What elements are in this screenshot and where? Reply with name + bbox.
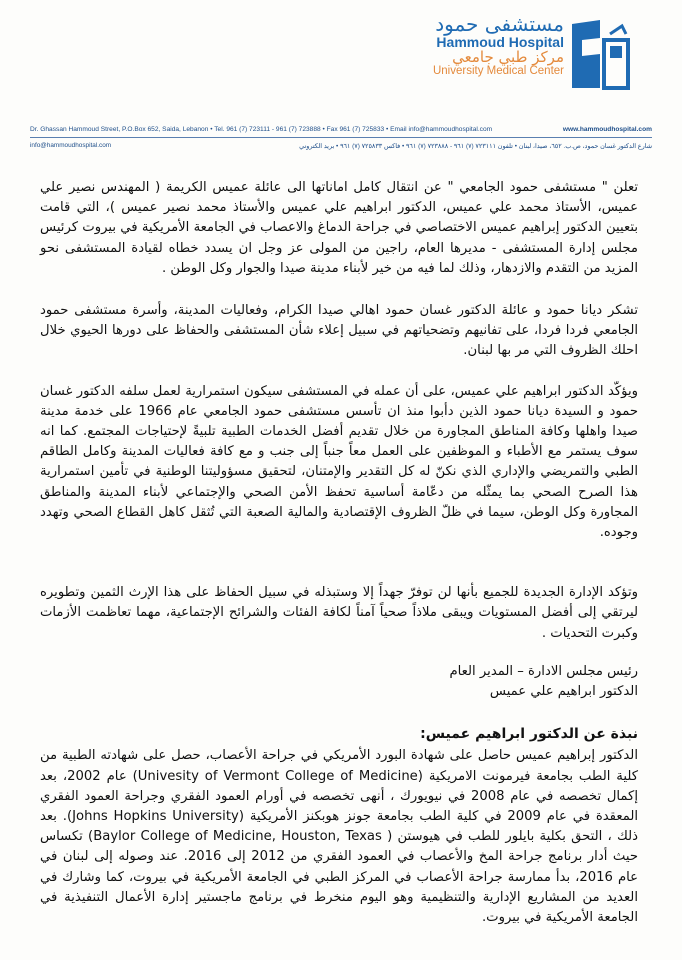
letterhead	[0, 0, 682, 150]
paragraph-thanks: تشكر ديانا حمود و عائلة الدكتور غسان حمود اهالي صيدا الكرام، وفعاليات المدينة، وأسرة مستشفى حمود الجامعي فردا فردا، على تفانيهم وتضحياتهم في سبيل إعلاء شأن المستشفى والحفاظ على دورها الحيوي خلال احلك الظروف التي مر بها لبنان.	[40, 303, 638, 359]
paragraph-commitment: وتؤكد الإدارة الجديدة للجميع بأنها لن توفرّ جهداً إلا وستبذله في سبيل الحفاظ على هذا الإرث الثمين وتطويره ليرتقي إلى أفضل المستويات ويبقى ملاذاً صحياً آمناً لكافة الفئات والشرائح الإجتماعية، مهما تعاظمت الأزمات وكبرت التحديات .	[40, 585, 638, 641]
letter-body	[40, 178, 638, 928]
contact-line-ar	[30, 142, 652, 149]
paragraph-continuity: ويؤكّد الدكتور ابراهيم علي عميس، على أن عمله في المستشفى سيكون استمرارية لعمل سلفه الدكتور غسان حمود و السيدة ديانا حمود الذين دأبوا منذ ان تأسس مستشفى حمود الجامعي عام 1966 على خدمة مدينة صيدا واهلها وكافة المناطق المجاورة من خلال تقديم أفضل الخدمات الطبية تلبيةً لإحتياجات المجتمع. كما انه سوف يستمر مع الأطباء و الموظفين على العمل معاً جنباً إلى جنب و مع كافة فعاليات المدينة وكامل الطاقم الطبي والتمريضي والإداري الذي نكنّ له كل التقدير والإمتنان، لتحقيق مسؤوليتنا الوطنية في تأمين استمرارية هذا الصرح الصحي بما يمثّله من دعّامة أساسية تحفظ الأمن الصحي والإجتماعي لأبناء المدينة والمناطق المجاورة وكل الوطن، سيما في ظلّ الظروف الإقتصادية والمالية الصعبة التي تُثقل كاهل القطاع الصحي وتهدد وجوده.	[40, 383, 638, 541]
bio-paragraph: الدكتور إبراهيم عميس حاصل على شهادة البورد الأمريكي في جراحة الأعصاب، حصل على شهادته الطبية من كلية الطب بجامعة فيرمونت الامريكية (Univesity of Vermont College of Medicine) عام 2002، بعد إكمال تخصصه في عام 2008 في نيويورك ، أنهى تخصصه في أورام العمود الفقري وجراحة العمود الفقري المعقدة في عام 2009 في كلية الطب بجامعة جونز هوبكنز الأمريكية (Johns Hopkins University). بعد ذلك ، التحق بكلية بايلور للطب في هيوستن ( Baylor College of Medicine, Houston, Texas) تكساس حيث أدار برنامج جراحة المخ والأعصاب في العمود الفقري من 2012 إلى 2016. عند وصوله إلى لبنان في عام 2016، بدأ ممارسة جراحة الأعصاب في المركز الطبي في الجامعة الأمريكية في بيروت، كما وشارك في العديد من المشاريع الإدارية والتنظيمية وهو اليوم منخرط في برنامج ماجستير إدارة الأعمال التنفيذية في الجامعة الأمريكية في بيروت.	[40, 748, 639, 926]
hospital-name-block	[433, 14, 564, 78]
contact-address-en: Dr. Ghassan Hammoud Street, P.O.Box 652, Saida, Lebanon • Tel. 961 (7) 723111 - 961 (7) 723888 • Fax 961 (7) 725833 • Email info@hammoudhospital.com	[30, 126, 493, 133]
bio-heading: نبذة عن الدكتور ابراهيم عميس:	[420, 726, 638, 743]
signature-name: الدكتور ابراهيم علي عميس	[489, 684, 638, 700]
hospital-name-ar: مستشفى حمود	[435, 12, 564, 36]
contact-address-ar: شارع الدكتور غسان حمود، ص.ب. ٦٥٢، صيدا، لبنان • تلفون ٧٢٣١١١ (٧) ٩٦١ - ٧٢٣٨٨٨ (٧) ٩٦١ • فاكس ٧٢٥٨٣٣ (٧) ٩٦١ • بريد الكتروني	[299, 143, 652, 150]
header-divider	[30, 137, 652, 138]
signature-title: رئيس مجلس الادارة – المدير العام	[449, 663, 638, 679]
email-link[interactable]: info@hammoudhospital.com	[30, 142, 112, 149]
paragraph-announcement: تعلن " مستشفى حمود الجامعي " عن انتقال كامل اماناتها الى عائلة عميس الكريمة ( المهندس نصير علي عميس، الأستاذ محمد علي عميس، الدكتور ابراهيم علي عميس والأستاذ محمد نصير عميس )، التي قامت بتعيين الدكتور إبراهيم عميس الاختصاصي في جراحة الدماغ والاعصاب في الجامعة الأمريكية في بيروت كرئيس مجلس إدارة المستشفى - مديرها العام، راجين من المولى عز وجل ان يسدد خطاه لقيادة المستشفى نحو المزيد من التقدم والازدهار، وذلك لما فيه من خير لأبناء مدينة صيدا والجوار وكل الوطن .	[40, 180, 638, 276]
hospital-logo-icon	[566, 16, 634, 92]
hospital-name-en: Hammoud Hospital	[436, 34, 564, 50]
center-name-en: University Medical Center	[432, 65, 564, 78]
center-name-ar: مركز طبي جامعي	[452, 47, 564, 66]
contact-line-en	[30, 126, 652, 133]
website-link[interactable]: www.hammoudhospital.com	[562, 126, 652, 133]
